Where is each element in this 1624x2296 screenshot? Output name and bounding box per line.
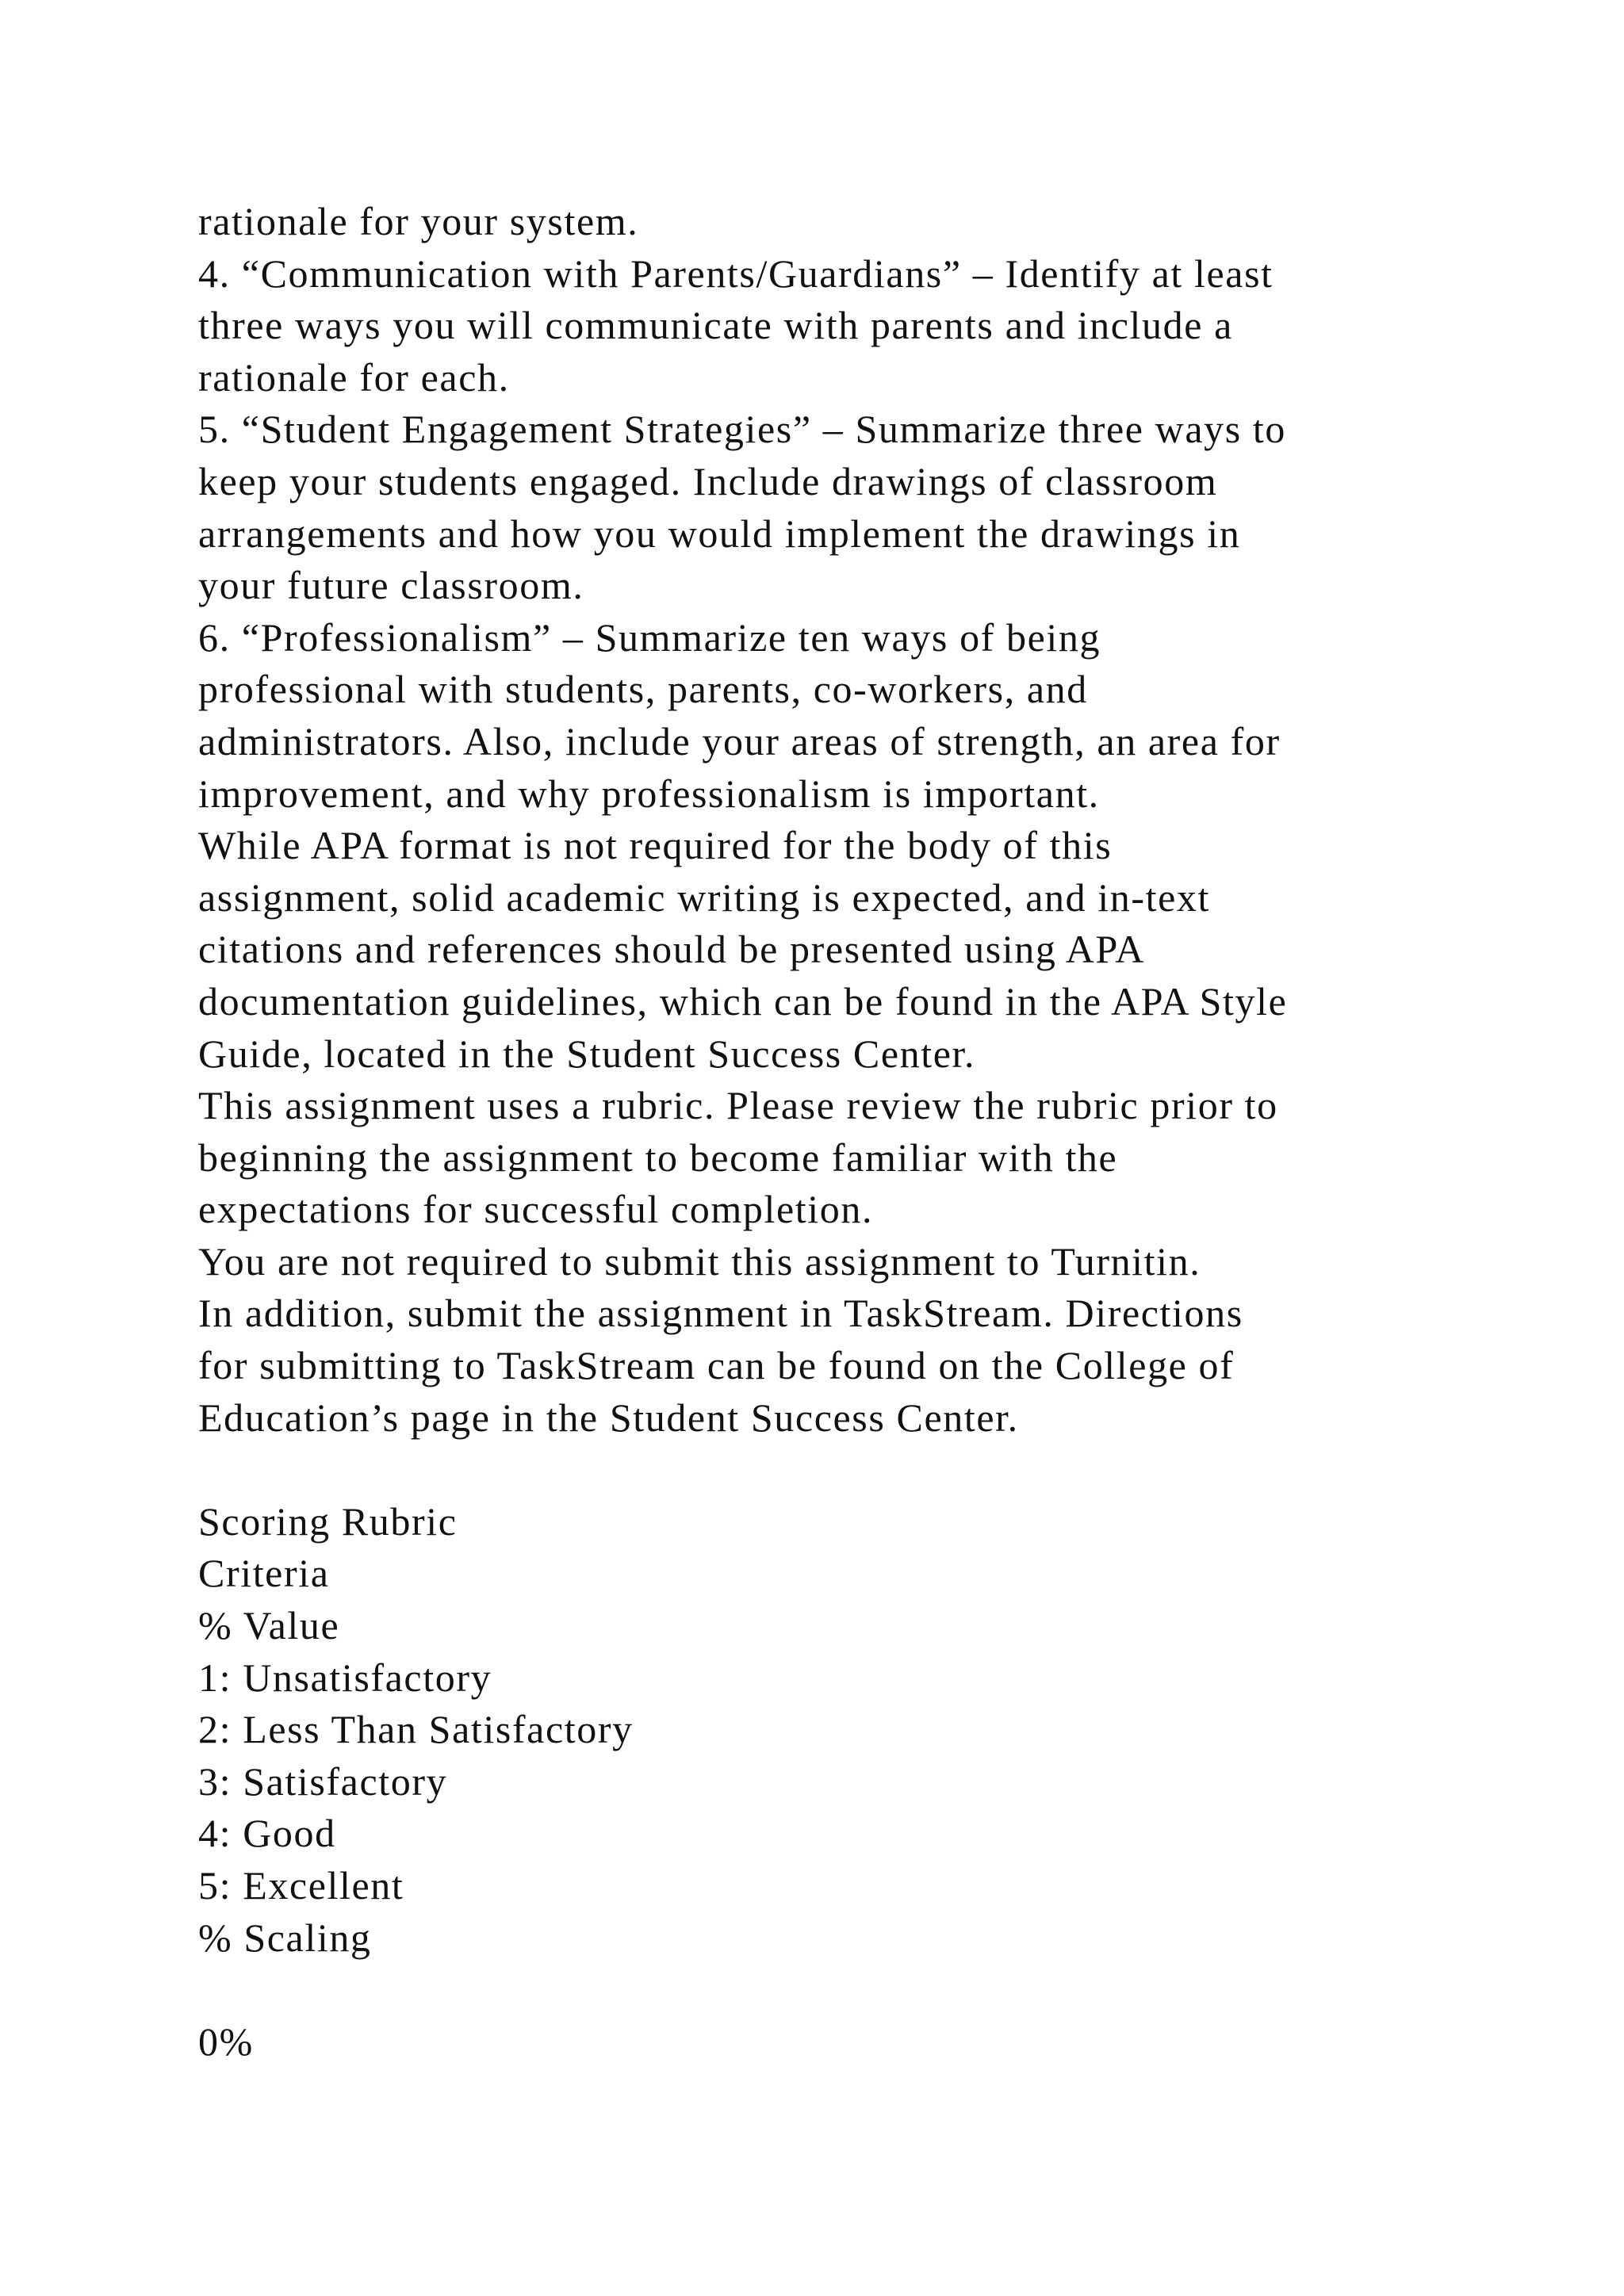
body-line: expectations for successful completion.: [198, 1187, 874, 1232]
body-line: arrangements and how you would implement the drawings in: [198, 511, 1241, 556]
body-line: beginning the assignment to become familiar with the: [198, 1135, 1118, 1180]
body-line: In addition, submit the assignment in TaskStream. Directions: [198, 1291, 1243, 1336]
rubric-criteria-label: Criteria: [198, 1551, 330, 1596]
body-line: your future classroom.: [198, 563, 584, 608]
rubric-level: 3: Satisfactory: [198, 1758, 448, 1804]
rubric-first-scale: 0%: [198, 2019, 254, 2064]
body-line: rationale for your system.: [198, 199, 639, 243]
document-body: [198, 196, 1546, 2068]
body-line: 6. “Professionalism” – Summarize ten ways of being: [198, 614, 1101, 660]
body-line: While APA format is not required for the body of this: [198, 823, 1113, 868]
body-line: assignment, solid academic writing is expected, and in-text: [198, 874, 1211, 920]
body-line: citations and references should be presented using APA: [198, 927, 1146, 972]
blank-line: [198, 1444, 1546, 1496]
body-line: improvement, and why professionalism is important.: [198, 771, 1100, 816]
body-line: Guide, located in the Student Success Center.: [198, 1031, 976, 1076]
body-line: professional with students, parents, co-workers, and: [198, 667, 1088, 712]
body-line: Education’s page in the Student Success Center.: [198, 1395, 1019, 1440]
body-line: This assignment uses a rubric. Please review the rubric prior to: [198, 1083, 1278, 1128]
rubric-value-label: % Value: [198, 1603, 340, 1648]
body-line: 4. “Communication with Parents/Guardians” – Identify at least: [198, 251, 1274, 296]
body-line: keep your students engaged. Include drawings of classroom: [198, 458, 1218, 503]
body-line: 5. “Student Engagement Strategies” – Summarize three ways to: [198, 407, 1287, 452]
rubric-level: 2: Less Than Satisfactory: [198, 1707, 634, 1752]
blank-line: [198, 1964, 1546, 2016]
body-line: documentation guidelines, which can be found in the APA Style: [198, 978, 1288, 1024]
body-line: for submitting to TaskStream can be found on the College of: [198, 1343, 1235, 1388]
body-line: rationale for each.: [198, 354, 510, 400]
rubric-title: Scoring Rubric: [198, 1498, 458, 1544]
body-line: administrators. Also, include your areas of strength, an area for: [198, 718, 1281, 763]
body-line: three ways you will communicate with parents and include a: [198, 303, 1233, 348]
rubric-scaling-label: % Scaling: [198, 1915, 372, 1960]
rubric-level: 5: Excellent: [198, 1863, 404, 1908]
rubric-level: 1: Unsatisfactory: [198, 1655, 492, 1700]
body-line: You are not required to submit this assignment to Turnitin.: [198, 1238, 1201, 1284]
rubric-level: 4: Good: [198, 1811, 336, 1856]
